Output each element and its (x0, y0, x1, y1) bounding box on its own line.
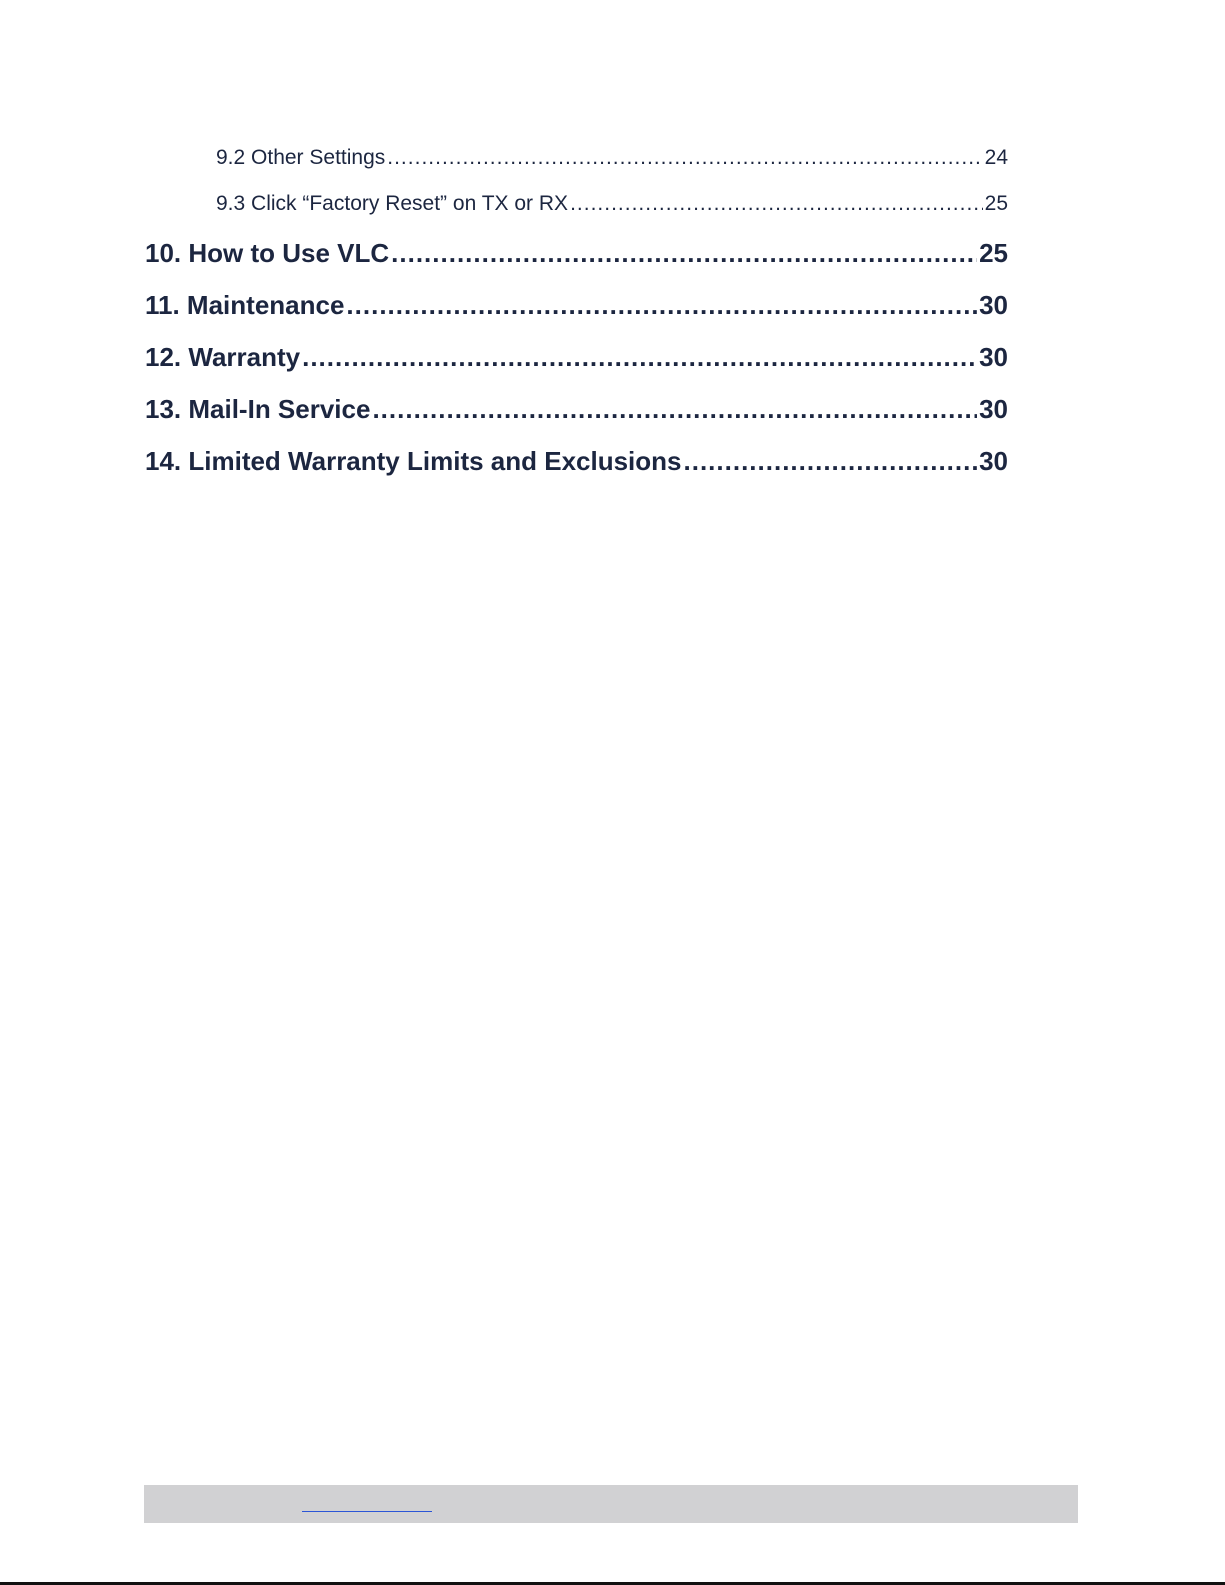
toc-entry-page: 30 (979, 446, 1008, 476)
toc-entry-title: 10. How to Use VLC (145, 238, 390, 268)
toc-entry-page: 24 (984, 146, 1008, 169)
toc-entry-page: 25 (979, 238, 1008, 268)
toc-entry-title: 11. Maintenance (145, 290, 345, 320)
toc-entry-13[interactable] (145, 394, 1008, 428)
toc-entry-title: 14. Limited Warranty Limits and Exclusions (145, 446, 682, 476)
toc-dot-leader (372, 394, 977, 425)
toc-entry-9-2[interactable] (216, 146, 1008, 174)
toc-entry-10[interactable] (145, 238, 1008, 272)
toc-entry-14[interactable] (145, 446, 1008, 480)
toc-dot-leader (302, 342, 977, 373)
toc-dot-leader (570, 192, 983, 216)
toc-dot-leader (391, 238, 977, 269)
toc-entry-page: 30 (979, 290, 1008, 320)
toc-entry-12[interactable] (145, 342, 1008, 376)
toc-entry-page: 30 (979, 394, 1008, 424)
toc-entry-page: 30 (979, 342, 1008, 372)
toc-entry-title: 9.3 Click “Factory Reset” on TX or RX (216, 192, 569, 215)
toc-entry-11[interactable] (145, 290, 1008, 324)
toc-entry-page: 25 (984, 192, 1008, 215)
footer-link[interactable] (302, 1489, 432, 1512)
toc-dot-leader (684, 446, 978, 477)
toc-dot-leader (387, 146, 982, 170)
page-footer-bar (144, 1485, 1078, 1523)
toc-entry-title: 13. Mail-In Service (145, 394, 371, 424)
toc-dot-leader (346, 290, 977, 321)
toc-entry-title: 9.2 Other Settings (216, 146, 386, 169)
toc-entry-9-3[interactable] (216, 192, 1008, 220)
toc-entry-title: 12. Warranty (145, 342, 301, 372)
